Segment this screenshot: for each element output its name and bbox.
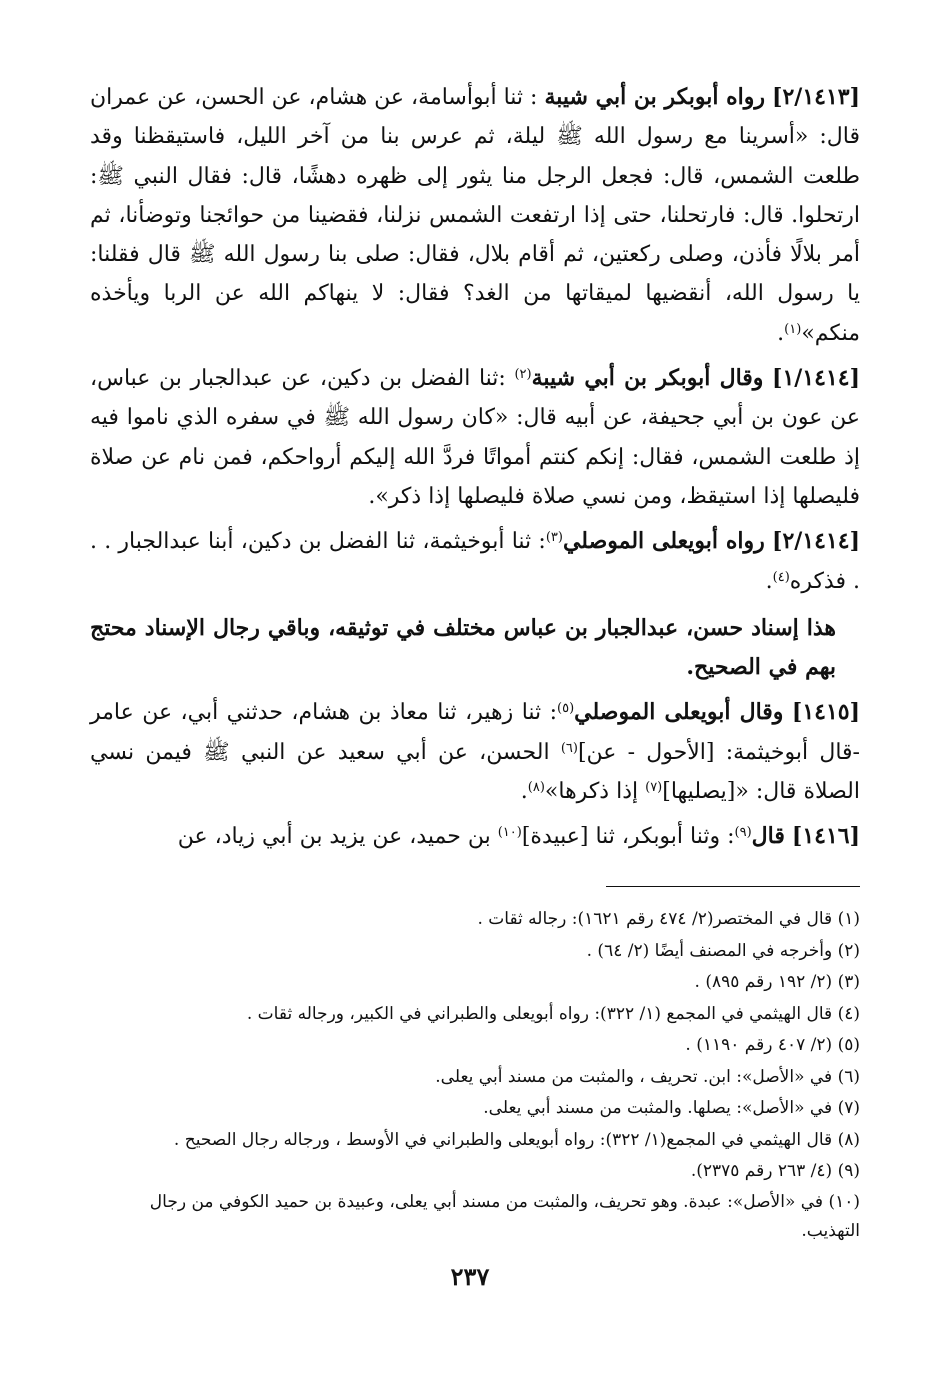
footnote-ref: (٨) [527,779,545,795]
period: . [765,568,773,594]
hadith-paragraph [90,78,860,353]
narrator-lead: وقال أبويعلى الموصلي [574,699,784,726]
isnad-assessment: هذا إسناد حسن، عبدالجبار بن عباس مختلف في توثيقه، وباقي رجال الإسناد محتج بهم في الصحيح. [90,614,836,681]
period: . [520,779,528,805]
hadith-text: : ثنا زهير، ثنا معاذ بن هشام، حدثني أبي، عن عامر -قال أبوخيثمة: [الأحول - عن] [90,700,860,765]
hadith-text: : وثنا أبوبكر، ثنا [عبيدة] [521,824,735,850]
footnote: (٩) (٤/ ٢٦٣ رقم ٢٣٧٥). [690,1161,860,1181]
footnote: (١٠) في «الأصل»: عبدة. وهو تحريف، والمثبت من مسند أبي يعلى، وعبيدة بن حميد الكوفي من رجال التهذيب. [149,1191,860,1241]
hadith-number: [١٤١٦] [791,823,860,850]
footnote: (٧) في «الأصل»: يصلها. والمثبت من مسند أبي يعلى. [483,1098,860,1118]
hadith-paragraph [90,817,860,856]
footnote: (٦) في «الأصل»: ابن. تحريف ، والمثبت من مسند أبي يعلى. [435,1066,860,1087]
footnote-ref: (٧) [645,779,663,795]
footnote: (٤) قال الهيثمي في المجمع (١/ ٣٢٢): رواه أبويعلى والطبراني في الكبير، ورجاله ثقات . [246,1003,860,1024]
hadith-paragraph [90,693,860,811]
footnote-ref: (٤) [772,569,790,585]
footnote-ref: (٥) [557,701,575,717]
footnote-ref: (٣) [545,530,563,546]
hadith-text: :ثنا الفضل بن دكين، عن عبدالجبار بن عباس، عن عون بن أبي جحيفة، عن أبيه قال: «كان رسول الله ﷺ في سفره الذي ناموا فيه إذ طلعت الشمس، فقال: إنكم كنتم أمواتًا فردَّ الله إليكم أرواحكم، فمن نام عن صلاة فليصلها إذا استيقظ، ومن نسي صلاة فليصلها إذا ذكر». [90,366,860,509]
footnote: (٨) قال الهيثمي في المجمع(١/ ٣٢٢): رواه أبويعلى والطبراني في الأوسط ، ورجاله رجال الصحيح . [173,1129,860,1150]
footnote-list [90,904,860,1246]
hadith-paragraph [90,522,860,601]
footnote: (٣) (٢/ ١٩٢ رقم ٨٩٥) . [694,972,860,992]
footnote-ref: (٦) [560,740,578,756]
narrator-lead: رواه أبوبكر بن أبي شيبة [544,84,766,110]
hadith-text: بن حميد، عن يزيد بن أبي زياد، عن [177,824,498,850]
hadith-text: الحسن، عن أبي سعيد عن النبي ﷺ فيمن نسي الصلاة قال: «[يصليها] [90,739,860,805]
hadith-text: : ثنا أبوأسامة، عن هشام، عن الحسن، عن عمران قال: «أسرينا مع رسول الله ﷺ ليلة، ثم عرس بنا من آخر الليل، فاستيقظنا وقد طلعت الشمس، قال: فجعل الرجل منا يثور إلى ظهره دهشًا، قال: فقال النبي ﷺ: ارتحلوا. قال: فارتحلنا، حتى إذا ارتفعت الشمس نزلنا، فقضينا من حوائجنا وتوضأنا، ثم أمر بلالًا فأذن، وصلى ركعتين، ثم أقام بلال، فقال: صلى بنا رسول الله ﷺ قال فقلنا: يا رسول الله، أنقضيها لميقاتها من الغد؟ فقال: لا ينهاكم الله عن الربا ويأخذه منكم» [90,85,860,346]
hadith-number: [١/١٤١٤] [772,365,860,392]
narrator-lead: وقال أبوبكر بن أبي شيبة [531,365,764,392]
hadith-number: [٢/١٤١٤] [772,528,860,555]
footnote: (١) قال في المختصر(٢/ ٤٧٤ رقم ١٦٢١): رجاله ثقات . [477,909,860,929]
hadith-text: إذا ذكرها» [544,779,646,805]
footnote-ref: (١) [784,321,802,337]
period: . [777,320,785,346]
footnote: (٥) (٢/ ٤٠٧ رقم ١١٩٠) . [685,1035,860,1055]
narrator-lead: رواه أبويعلى الموصلي [562,528,765,555]
hadith-paragraph [90,359,860,516]
footnote-divider [606,886,860,887]
hadith-number: [٢/١٤١٣] [772,84,861,110]
footnote: (٢) وأخرجه في المصنف أيضًا (٢/ ٦٤) . [586,940,860,961]
hadith-number: [١٤١٥] [791,699,860,726]
footnote-ref: (٢) [514,366,532,382]
main-text [90,78,860,863]
narrator-lead: قال [751,823,785,850]
footnote-ref: (٩) [734,825,752,841]
page-number: ٢٣٧ [450,1262,490,1291]
hadith-text: : ثنا أبوخيثمة، ثنا الفضل بن دكين، أبنا عبدالجبار . . . فذكره [90,529,860,594]
footnote-ref: (١٠) [497,825,522,841]
